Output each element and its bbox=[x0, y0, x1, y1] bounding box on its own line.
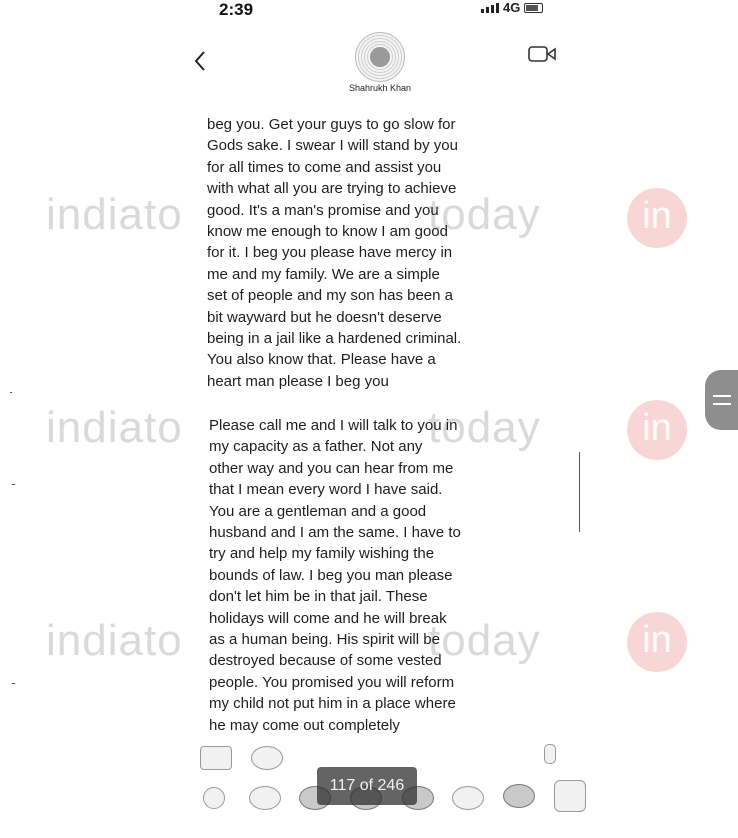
watermark-logo: in bbox=[627, 612, 687, 672]
app-store-icon[interactable] bbox=[249, 786, 281, 810]
back-chevron-icon bbox=[190, 49, 212, 73]
scan-artifact bbox=[12, 484, 15, 485]
watermark-row: indiato bbox=[46, 190, 183, 239]
video-call-icon bbox=[528, 45, 556, 63]
signal-icon bbox=[481, 3, 499, 13]
status-time: 2:39 bbox=[219, 0, 254, 19]
watermark-logo: in bbox=[627, 188, 687, 248]
watermark-row: indiato bbox=[46, 403, 183, 452]
sticker-icon[interactable] bbox=[251, 746, 283, 770]
watermark-logo: in bbox=[627, 400, 687, 460]
message-paragraph: beg you. Get your guys to go slow for Gods sake. I swear I will stand by you for all times to come and assist you with what all you are trying to achieve good. It's a man's promise and you know me enough to know I am good for it. I beg you please have mercy in me and my family. We are a simple set of people and my son has been a bit wayward but he doesn't deserve being in a jail like a hardened criminal. You also know that. Please have a heart man please I beg you bbox=[207, 116, 462, 390]
scan-artifact bbox=[579, 452, 580, 532]
message-paragraph: Please call me and I will talk to you in my capacity as a father. Not any other way and you can hear from me that I mean every word I have said. You are a gentleman and a good husband and I am the same. I have to try and help my family wishing the bounds of law. I beg you man please don't let him be in that jail. These holidays will come and he will break as a human being. His spirit will be destroyed because of some vested people. You promised you will reform my child not put him in a place where he may come out completely bbox=[209, 417, 461, 734]
scan-artifact bbox=[12, 683, 15, 684]
microphone-icon[interactable] bbox=[544, 744, 556, 764]
game-icon[interactable] bbox=[452, 786, 484, 810]
status-bar bbox=[0, 0, 738, 22]
contact-name: Shahrukh Khan bbox=[348, 83, 412, 93]
watermark-row: today bbox=[428, 190, 541, 239]
watermark-row: today bbox=[428, 616, 541, 665]
music-icon[interactable] bbox=[554, 780, 586, 812]
scan-artifact bbox=[10, 392, 12, 393]
battery-icon bbox=[524, 3, 543, 13]
avatar[interactable] bbox=[355, 32, 405, 82]
network-label: 4G bbox=[503, 0, 521, 15]
scroll-handle[interactable] bbox=[705, 370, 738, 430]
status-indicators bbox=[481, 0, 543, 15]
message-clipped-line bbox=[207, 91, 497, 103]
memoji-icon[interactable] bbox=[203, 787, 225, 809]
video-call-button[interactable] bbox=[528, 45, 556, 63]
watermark-row: today bbox=[428, 403, 541, 452]
camera-icon[interactable] bbox=[200, 746, 232, 770]
search-icon[interactable] bbox=[503, 784, 535, 808]
back-button[interactable] bbox=[190, 49, 212, 73]
page-indicator: 117 of 246 bbox=[317, 767, 417, 805]
watermark-row: indiato bbox=[46, 616, 183, 665]
